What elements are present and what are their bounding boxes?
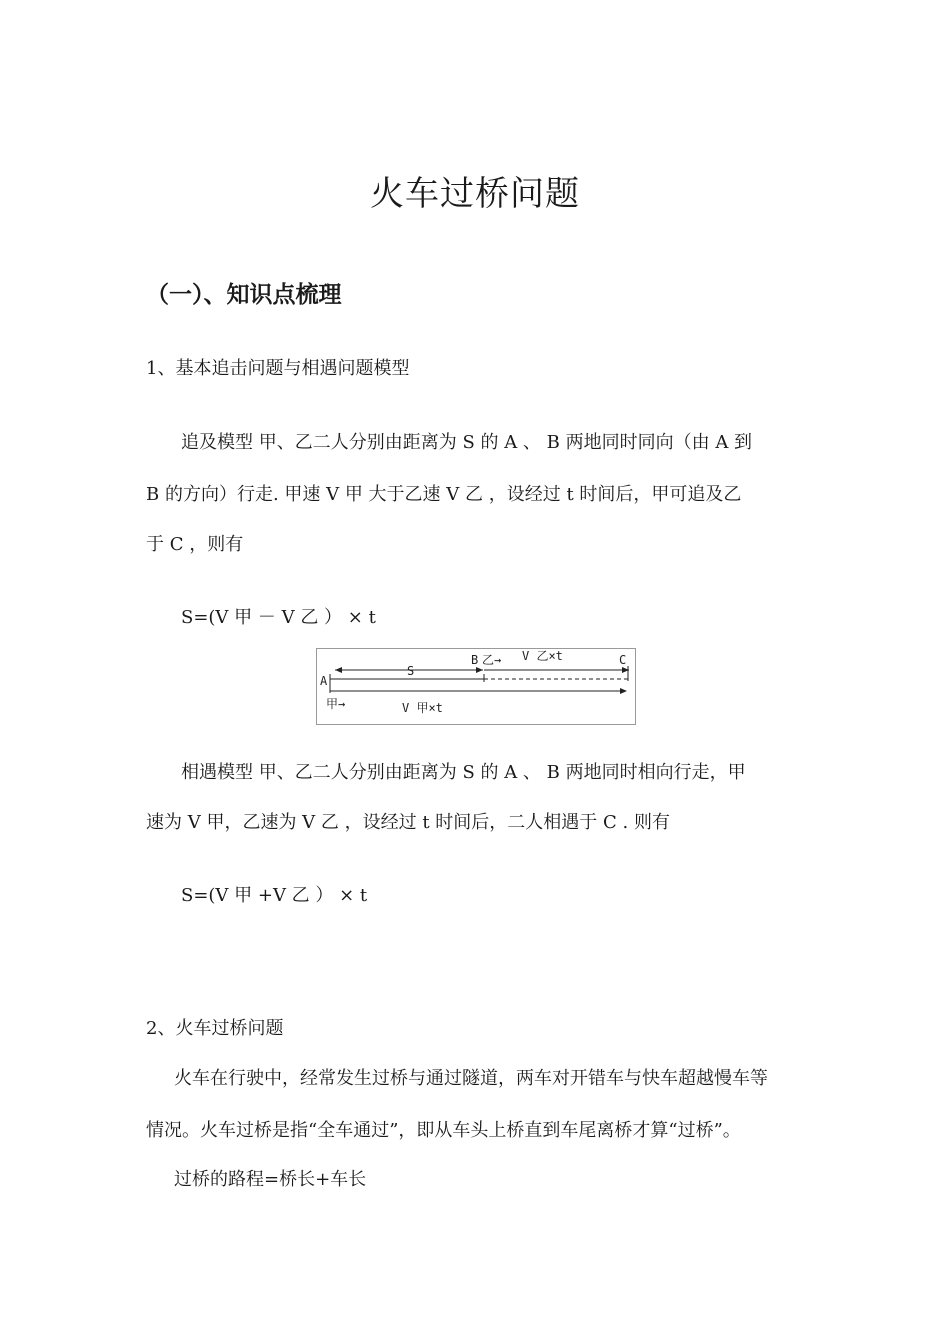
diagram-label-a: A: [320, 674, 328, 688]
item2-heading: 2、火车过桥问题: [146, 1018, 284, 1039]
chase-paragraph-line1: 追及模型 甲、乙二人分别由距离为 S 的 A 、 B 两地同时同向（由 A 到: [181, 432, 753, 453]
diagram-label-vjia: V 甲×t: [402, 701, 443, 715]
diagram-label-b: B: [471, 653, 479, 667]
diagram-label-c: C: [619, 653, 627, 667]
page-title: 火车过桥问题: [370, 174, 580, 214]
diagram-label-yi: 乙→: [482, 653, 502, 667]
meet-formula: S=(V 甲 +V 乙 ） × t: [181, 885, 368, 906]
diagram-label-s: S: [407, 664, 415, 678]
meet-paragraph-line1: 相遇模型 甲、乙二人分别由距离为 S 的 A 、 B 两地同时相向行走，甲: [181, 762, 746, 783]
chase-diagram: [316, 648, 636, 725]
bridge-paragraph-line3: 过桥的路程=桥长+车长: [174, 1169, 367, 1190]
diagram-label-vyi: V 乙×t: [522, 649, 563, 663]
bridge-paragraph-line2: 情况。火车过桥是指“全车通过”，即从车头上桥直到车尾离桥才算“过桥”。: [146, 1120, 741, 1141]
item1-heading: 1、基本追击问题与相遇问题模型: [146, 358, 410, 379]
chase-paragraph-line2: B 的方向）行走. 甲速 V 甲 大于乙速 V 乙 ，设经过 t 时间后，甲可追及乙: [146, 484, 742, 505]
meet-paragraph-line2: 速为 V 甲，乙速为 V 乙 ，设经过 t 时间后，二人相遇于 C . 则有: [146, 812, 670, 833]
section-heading: （一）、知识点梳理: [146, 282, 342, 308]
diagram-label-jia: 甲→: [326, 697, 346, 711]
bridge-paragraph-line1: 火车在行驶中，经常发生过桥与通过隧道，两车对开错车与快车超越慢车等: [174, 1068, 768, 1089]
chase-formula: S=(V 甲 － V 乙 ） × t: [181, 607, 376, 628]
chase-paragraph-line3: 于 C ，则有: [146, 534, 244, 555]
